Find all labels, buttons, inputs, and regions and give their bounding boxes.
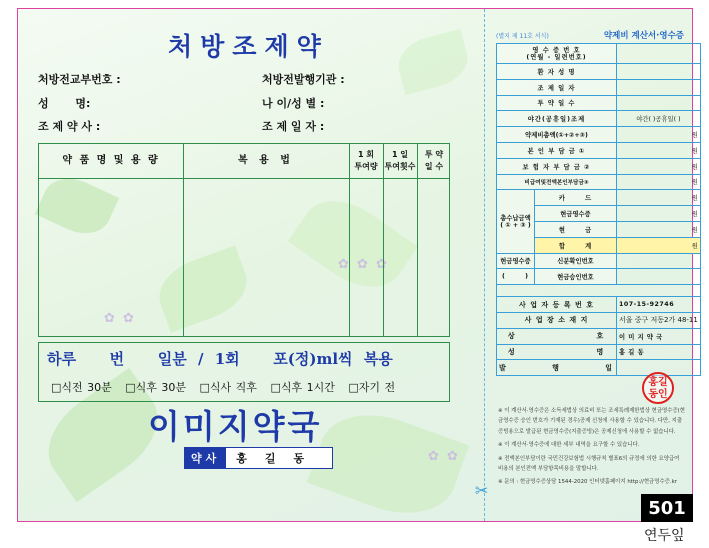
dispense-date-value (617, 79, 701, 95)
dosage-line: 하루 번 일분 / 1회 포(정)ml씩 복용 (47, 350, 393, 368)
timing-options (51, 379, 395, 395)
night-holiday-label: 야간(공휴일)조제 (497, 111, 617, 127)
receipt-no-label: 영 수 증 번 호 (연월 - 일련번호) (497, 44, 617, 64)
table-row (497, 158, 701, 174)
form-number: (별지 제 11호 서식) (496, 33, 549, 40)
table-row (497, 142, 701, 158)
flower-dots-2: ✿ ✿ (104, 311, 136, 326)
table-row (497, 44, 701, 64)
note-item: ※ 이 계산서·영수증에 대한 세부 내역을 요구할 수 있습니다. (498, 442, 640, 449)
prescription-title: 처방조제약 (168, 32, 329, 61)
patient-value (617, 64, 701, 80)
medication-table (38, 143, 450, 337)
table-row (497, 253, 701, 269)
table-row (497, 174, 701, 190)
table-row (497, 344, 701, 360)
leaf-decoration-6 (393, 29, 474, 95)
receipt-header (496, 29, 684, 41)
business-no-value: 107-15-92746 (617, 297, 701, 313)
patient-label: 환 자 성 명 (497, 64, 617, 80)
flower-dots-3: ✿ ✿ (428, 449, 460, 464)
non-covered-label: 비급여및전액본인부담금③ (497, 174, 617, 190)
table-row (497, 285, 701, 297)
address-value: 서울 중구 저동2가 48-11 (617, 312, 701, 328)
product-code: 501 (641, 494, 693, 522)
pharmacist-label: 조 제 약 사 : (38, 120, 101, 133)
table-row (497, 328, 701, 344)
table-row (497, 79, 701, 95)
table-row (497, 312, 701, 328)
cash-won: 원 (617, 221, 701, 237)
card-label: 카 드 (535, 190, 617, 206)
days-label: 투 약 일 수 (497, 95, 617, 111)
issuer-number-label: 처방전교부번호 : (38, 73, 121, 86)
cash-receipt-label: 현금영수증 (535, 206, 617, 222)
timing-option: □식후 1시간 (270, 381, 335, 394)
insurer-pay-won: 원 (617, 158, 701, 174)
sum-label: 합 계 (535, 237, 617, 253)
table-row (497, 360, 701, 376)
owner-label: 성 명 (497, 344, 617, 360)
cash-receipt-paren: ( ) (497, 269, 535, 285)
non-covered-won: 원 (617, 174, 701, 190)
card-won: 원 (617, 190, 701, 206)
timing-option: □식후 30분 (125, 381, 187, 394)
timing-option: □식전 30분 (51, 381, 112, 394)
header-usage: 복 용 법 (238, 155, 294, 166)
sum-won: 원 (617, 237, 701, 253)
table-row (497, 297, 701, 313)
product-color-label: 연두잎 (644, 528, 685, 544)
approval-no-label: 현금승인번호 (535, 269, 617, 285)
dispense-date-label: 조 제 일 자 : (262, 120, 325, 133)
approval-no-value (617, 269, 701, 285)
total-label: 약제비총액(①+②+③) (497, 127, 617, 143)
dispense-date-receipt-label: 조 제 일 자 (497, 79, 617, 95)
table-header-divider (39, 178, 449, 179)
header-drug-name: 약 품 명 및 용 량 (62, 155, 160, 166)
age-gender-label: 나 이/성 별 : (262, 97, 325, 110)
business-name-value: 이 미 지 약 국 (617, 328, 701, 344)
timing-option: □식사 직후 (199, 381, 257, 394)
receipt-title: 약제비 계산서·영수증 (603, 31, 684, 41)
note-item: ※ 이 계산서·영수증은 소득세법상 의료비 또는 조세특례제한법상 현금영수증(현금영수증 승인 번호가 기재된 경우)공제 신청에 사용할 수 있습니다. 다만, 지출증빙용으로 발급된 현금영수증(지출증빙)은 공제신청에 사용할 수 없습니다. (498, 408, 685, 435)
cash-label: 현 금 (535, 221, 617, 237)
pharmacist-tag: 약사 (185, 448, 226, 468)
prescription-envelope (17, 8, 698, 522)
total-won: 원 (617, 127, 701, 143)
identity-check-label: 신분확인번호 (535, 253, 617, 269)
days-value (617, 95, 701, 111)
receipt-no-value (617, 44, 701, 64)
perforation-line (484, 9, 485, 521)
dosage-instructions (38, 342, 450, 402)
cash-receipt-id-label: 현금영수증 (497, 253, 535, 269)
timing-option: □자기 전 (348, 381, 396, 394)
address-label: 사 업 장 소 재 지 (497, 312, 617, 328)
seal-stamp: 홍길 동인 (642, 372, 674, 404)
issue-date-label: 발 행 일 (497, 360, 617, 376)
header-days: 투 약 일 수 (424, 150, 444, 171)
identity-check-value (617, 253, 701, 269)
table-row (497, 190, 701, 206)
table-row (497, 269, 701, 285)
pharmacist-name: 홍길동 (226, 448, 332, 468)
receipt-section (496, 29, 698, 376)
note-item: ※ 전액본인부담이란 국민건강보험법 시행규칙 별표6의 규정에 의한 요양급여 비용의 본인전액 부담항목비용을 말합니다. (498, 455, 680, 473)
patient-name-label: 성 명: (38, 97, 91, 110)
issuer-institution-label: 처방전발행기관 : (262, 73, 345, 86)
pharmacy-name: 이미지약국 (148, 407, 323, 446)
cash-receipt-won: 원 (617, 206, 701, 222)
table-row (497, 111, 701, 127)
self-pay-label: 본 인 부 담 금 ① (497, 142, 617, 158)
insurer-pay-label: 보 험 자 부 담 금 ② (497, 158, 617, 174)
table-row (497, 127, 701, 143)
self-pay-won: 원 (617, 142, 701, 158)
receipt-notes (498, 406, 686, 491)
flower-dots-1: ✿ ✿ ✿ (338, 257, 389, 272)
receipt-table (496, 43, 701, 376)
spacer-row (497, 285, 701, 297)
pharmacist-nameplate (184, 447, 333, 469)
table-row (497, 95, 701, 111)
business-name-label: 상 호 (497, 328, 617, 344)
scissors-icon: ✂ (475, 481, 489, 500)
header-per-day: 1 일 투여횟수 (384, 150, 416, 171)
table-row (497, 64, 701, 80)
note-item: ※ 문의 : 현금영수증상담 1544-2020 인터넷홈페이지 http://현금영수증.kr (498, 479, 677, 486)
business-no-label: 사 업 자 등 록 번 호 (497, 297, 617, 313)
paid-amount-label: 총수납금액 ( ① + ③ ) (497, 190, 535, 253)
owner-value: 홍 길 동 (617, 344, 701, 360)
header-per-dose: 1 회 투여량 (354, 150, 378, 171)
night-holiday-value: 야간( )공휴일( ) (617, 111, 701, 127)
